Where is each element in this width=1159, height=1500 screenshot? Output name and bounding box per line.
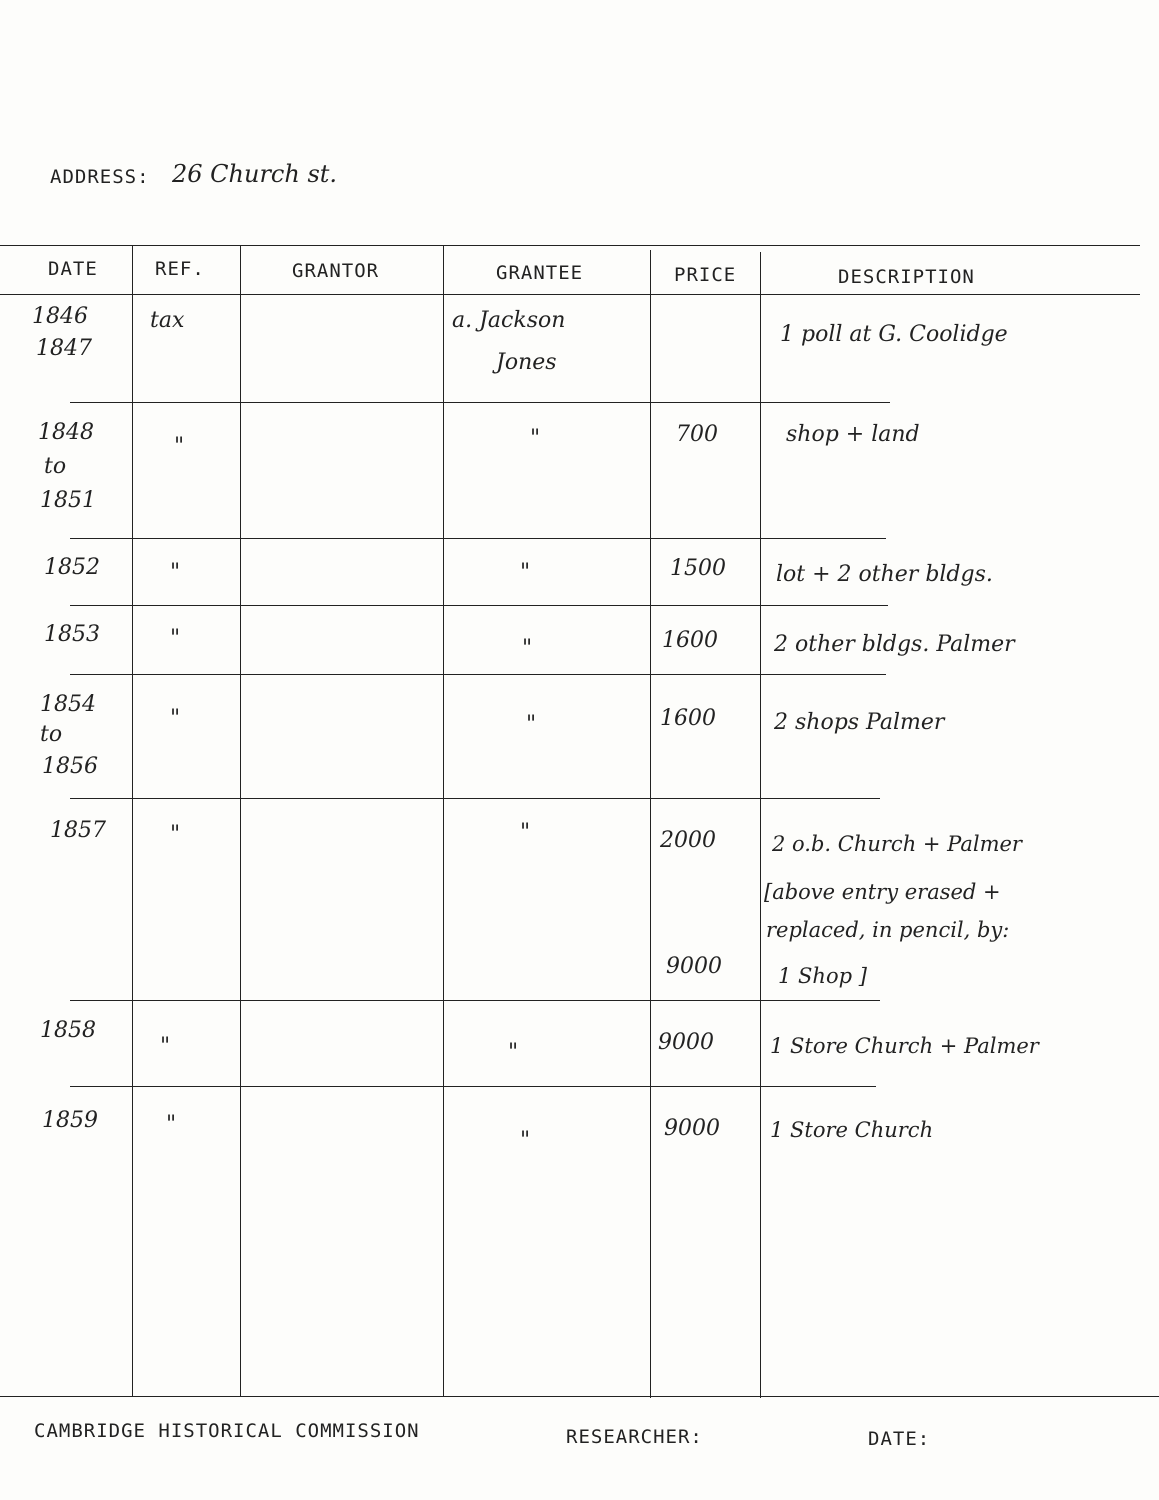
row-date: 1859: [42, 1108, 98, 1133]
row-ref: ": [174, 434, 185, 459]
row-price: 1600: [660, 706, 716, 731]
row-date: 1848: [38, 420, 94, 445]
row-date: 1851: [40, 488, 96, 513]
row-ref: ": [160, 1034, 171, 1059]
row-grantee: ": [522, 636, 533, 661]
row-description: 2 shops Palmer: [774, 710, 945, 735]
row-price: 1500: [670, 556, 726, 581]
row-description: 1 Store Church + Palmer: [770, 1034, 1039, 1058]
column-header-price: PRICE: [674, 264, 737, 286]
row-grantee: a. Jackson: [452, 308, 566, 333]
row-ref: ": [170, 822, 181, 847]
row-separator: [70, 538, 886, 539]
footer-researcher-label: RESEARCHER:: [566, 1426, 703, 1448]
column-header-description: DESCRIPTION: [838, 266, 975, 288]
address-label: ADDRESS:: [50, 166, 150, 188]
row-price: 9000: [664, 1116, 720, 1141]
row-price: 9000: [666, 954, 722, 979]
row-grantee: ": [520, 1128, 531, 1153]
row-description: replaced, in pencil, by:: [766, 918, 1010, 942]
footer-date-label: DATE:: [868, 1428, 931, 1450]
row-separator: [70, 674, 886, 675]
row-date: 1858: [40, 1018, 96, 1043]
row-description: 1 Shop ]: [778, 964, 867, 988]
header-bottom-rule: [0, 294, 1140, 295]
row-grantee: Jones: [496, 350, 557, 375]
row-date: 1846: [32, 304, 88, 329]
row-price: 700: [676, 422, 718, 447]
row-description: 1 Store Church: [770, 1118, 934, 1142]
row-ref: ": [170, 626, 181, 651]
row-date: 1847: [36, 336, 92, 361]
row-separator: [70, 605, 888, 606]
row-date: 1857: [50, 818, 106, 843]
column-header-ref: REF.: [155, 258, 205, 280]
column-divider: [443, 245, 444, 1397]
row-grantee: ": [520, 560, 531, 585]
row-ref: ": [166, 1112, 177, 1137]
column-divider: [132, 245, 133, 1397]
footer-organization: CAMBRIDGE HISTORICAL COMMISSION: [34, 1420, 420, 1442]
row-date: to: [40, 722, 63, 747]
row-date: 1853: [44, 622, 100, 647]
column-divider: [650, 250, 651, 1398]
row-price: 2000: [660, 828, 716, 853]
row-description: 2 o.b. Church + Palmer: [772, 832, 1022, 856]
row-price: 1600: [662, 628, 718, 653]
row-description: 1 poll at G. Coolidge: [780, 322, 1008, 347]
row-grantee: ": [520, 820, 531, 845]
row-separator: [70, 798, 880, 799]
row-grantee: ": [530, 426, 541, 451]
row-separator: [70, 402, 890, 403]
row-date: 1854: [40, 692, 96, 717]
row-description: lot + 2 other bldgs.: [776, 562, 993, 587]
row-date: to: [44, 454, 67, 479]
column-header-grantor: GRANTOR: [292, 260, 380, 282]
address-value: 26 Church st.: [172, 160, 338, 188]
row-description: [above entry erased +: [764, 880, 1001, 904]
table-top-rule: [0, 245, 1140, 246]
row-price: 9000: [658, 1030, 714, 1055]
row-date: 1856: [42, 754, 98, 779]
column-header-date: DATE: [48, 258, 98, 280]
column-divider: [760, 252, 761, 1398]
row-date: 1852: [44, 555, 100, 580]
row-description: shop + land: [786, 422, 920, 447]
row-ref: ": [170, 560, 181, 585]
row-grantee: ": [526, 712, 537, 737]
row-grantee: ": [508, 1040, 519, 1065]
column-divider: [240, 245, 241, 1397]
row-ref: tax: [150, 308, 185, 333]
row-description: 2 other bldgs. Palmer: [774, 632, 1015, 657]
table-bottom-rule: [0, 1396, 1159, 1397]
row-ref: ": [170, 706, 181, 731]
column-header-grantee: GRANTEE: [496, 262, 584, 284]
row-separator: [70, 1000, 880, 1001]
row-separator: [70, 1086, 876, 1087]
